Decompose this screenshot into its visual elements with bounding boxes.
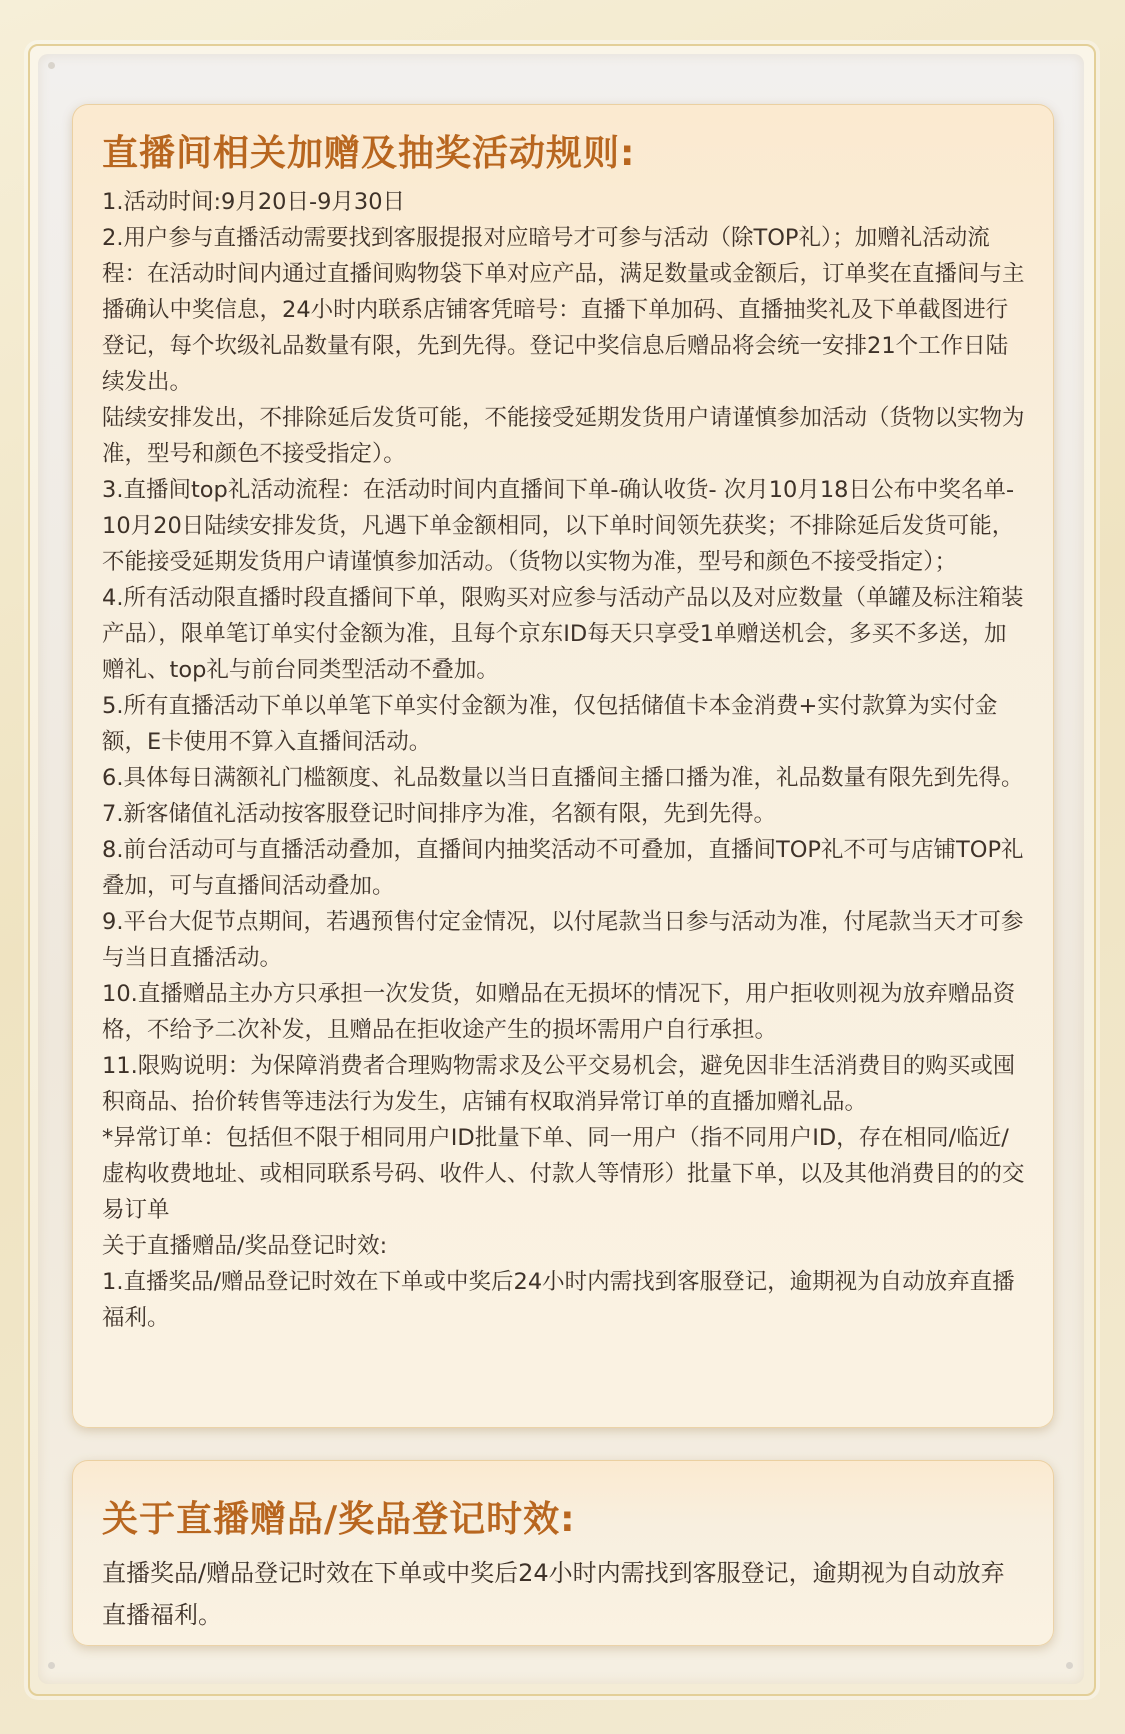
rule-item: 2.用户参与直播活动需要找到客服提报对应暗号才可参与活动（除TOP礼）；加赠礼活动流程：在活动时间内通过直播间购物袋下单对应产品，满足数量或金额后，订单奖在直播间与主播确认中奖信息，24小时内联系店铺客凭暗号：直播下单加码、直播抽奖礼及下单截图进行登记，每个坎级礼品数量有限，先到先得。登记中奖信息后赠品将会统一安排21个工作日陆续发出。: [102, 225, 1025, 395]
corner-dot-bottom-left: [48, 1662, 55, 1669]
rule-item: 陆续安排发出，不排除延后发货可能，不能接受延期发货用户请谨慎参加活动（货物以实物为准，型号和颜色不接受指定）。: [102, 405, 1025, 467]
rule-item: 1.活动时间:9月20日-9月30日: [102, 189, 406, 215]
rule-item: 1.直播奖品/赠品登记时效在下单或中奖后24小时内需找到客服登记，逾期视为自动放弃直播福利。: [102, 1269, 1015, 1331]
registration-body: 直播奖品/赠品登记时效在下单或中奖后24小时内需找到客服登记，逾期视为自动放弃直播福利。: [102, 1559, 1005, 1629]
corner-dot-top-left: [48, 62, 55, 69]
registration-title: 关于直播赠品/奖品登记时效:: [102, 1499, 576, 1540]
rules-card: [72, 104, 1054, 1428]
rule-item: 11.限购说明：为保障消费者合理购物需求及公平交易机会，避免因非生活消费目的购买或囤积商品、抬价转售等违法行为发生，店铺有权取消异常订单的直播加赠礼品。: [102, 1053, 1016, 1115]
rule-item: 8.前台活动可与直播活动叠加，直播间内抽奖活动不可叠加，直播间TOP礼不可与店铺TOP礼叠加，可与直播间活动叠加。: [102, 837, 1024, 899]
rules-list: [102, 184, 1026, 1336]
rule-item: 3.直播间top礼活动流程：在活动时间内直播间下单-确认收货- 次月10月18日公布中奖名单-10月20日陆续安排发货，凡遇下单金额相同，以下单时间领先获奖；不排除延后发货可能，不能接受延期发货用户请谨慎参加活动。（货物以实物为准，型号和颜色不接受指定）；: [102, 477, 1015, 575]
rule-item: 4.所有活动限直播时段直播间下单，限购买对应参与活动产品以及对应数量（单罐及标注箱装产品），限单笔订单实付金额为准，且每个京东ID每天只享受1单赠送机会，多买不多送，加赠礼、top礼与前台同类型活动不叠加。: [102, 585, 1024, 683]
rules-title: 直播间相关加赠及抽奖活动规则:: [102, 133, 636, 174]
corner-dot-bottom-right: [1066, 1662, 1073, 1669]
rule-item: 9.平台大促节点期间，若遇预售付定金情况，以付尾款当日参与活动为准，付尾款当天才可参与当日直播活动。: [102, 909, 1024, 971]
registration-card: [72, 1460, 1054, 1646]
rule-item: 7.新客储值礼活动按客服登记时间排序为准，名额有限，先到先得。: [102, 801, 776, 827]
rule-item: 10.直播赠品主办方只承担一次发货，如赠品在无损坏的情况下，用户拒收则视为放弃赠品资格，不给予二次补发，且赠品在拒收途产生的损坏需用户自行承担。: [102, 981, 1016, 1043]
rule-item: 6.具体每日满额礼门槛额度、礼品数量以当日直播间主播口播为准，礼品数量有限先到先得。: [102, 765, 1024, 791]
rule-item: 5.所有直播活动下单以单笔下单实付金额为准，仅包括储值卡本金消费+实付款算为实付金额，E卡使用不算入直播间活动。: [102, 693, 998, 755]
rule-item: 关于直播赠品/奖品登记时效:: [102, 1233, 388, 1259]
rule-item: *异常订单：包括但不限于相同用户ID批量下单、同一用户（指不同用户ID，存在相同/临近/虚构收费地址、或相同联系号码、收件人、付款人等情形）批量下单，以及其他消费目的的交易订单: [102, 1125, 1025, 1223]
